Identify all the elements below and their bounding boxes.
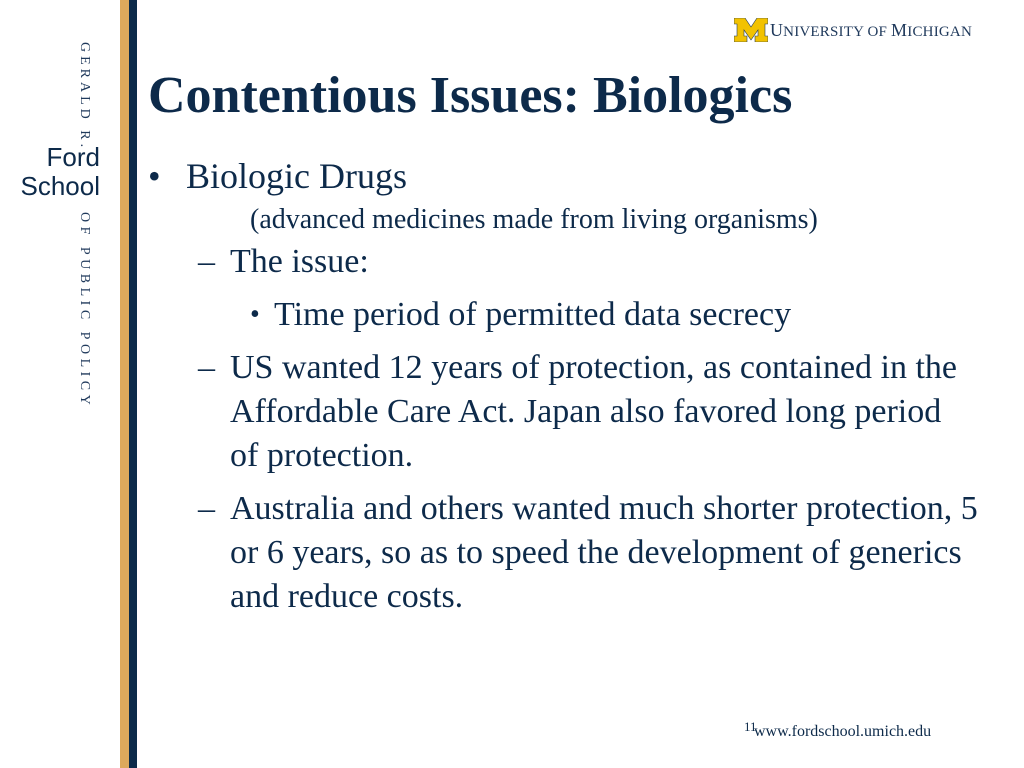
sub-bullet-us-position [148,346,978,478]
dash-icon: – [198,349,215,386]
sub-bullet-issue [148,240,978,284]
sub-sub-bullet-text: Time period of permitted data secrecy [274,296,792,333]
navy-divider-bar [129,0,137,768]
ford-label: Ford [46,142,100,172]
dash-icon: – [198,490,215,527]
slide-body [148,150,978,619]
bullet-note: (advanced medicines made from living organisms) [250,204,818,235]
bullet-icon: • [250,299,260,330]
bullet-biologic-drugs [148,150,978,202]
gold-divider-bar [120,0,129,768]
university-of-michigan-logo [734,18,972,42]
sub-sub-bullet-time-period [148,293,978,337]
slide-title: Contentious Issues: Biologics [148,67,793,124]
university-of-michigan-text: UNIVERSITY OF MICHIGAN [769,19,972,40]
public-policy-label: OF PUBLIC POLICY [77,212,92,410]
school-label: School [20,171,100,201]
block-m-icon [734,18,768,42]
bullet-icon: • [148,156,161,196]
sub-bullet-text: US wanted 12 years of protection, as contained in the Affordable Care Act. Japan also favored long period of protection. [230,349,958,474]
dash-icon: – [198,243,215,280]
gerald-r-label: GERALD R. [77,42,92,152]
ford-school-logo [0,0,120,768]
sub-bullet-text: The issue: [230,243,369,280]
bullet-text: Biologic Drugs [186,156,407,196]
sub-bullet-text: Australia and others wanted much shorter protection, 5 or 6 years, so as to speed the development of generics and reduce costs. [230,490,978,615]
sub-bullet-australia-position [148,487,978,619]
footer-url: www.fordschool.umich.edu [754,723,932,740]
ford-school-wordmark [21,143,101,201]
page-number: 11 [744,719,757,734]
